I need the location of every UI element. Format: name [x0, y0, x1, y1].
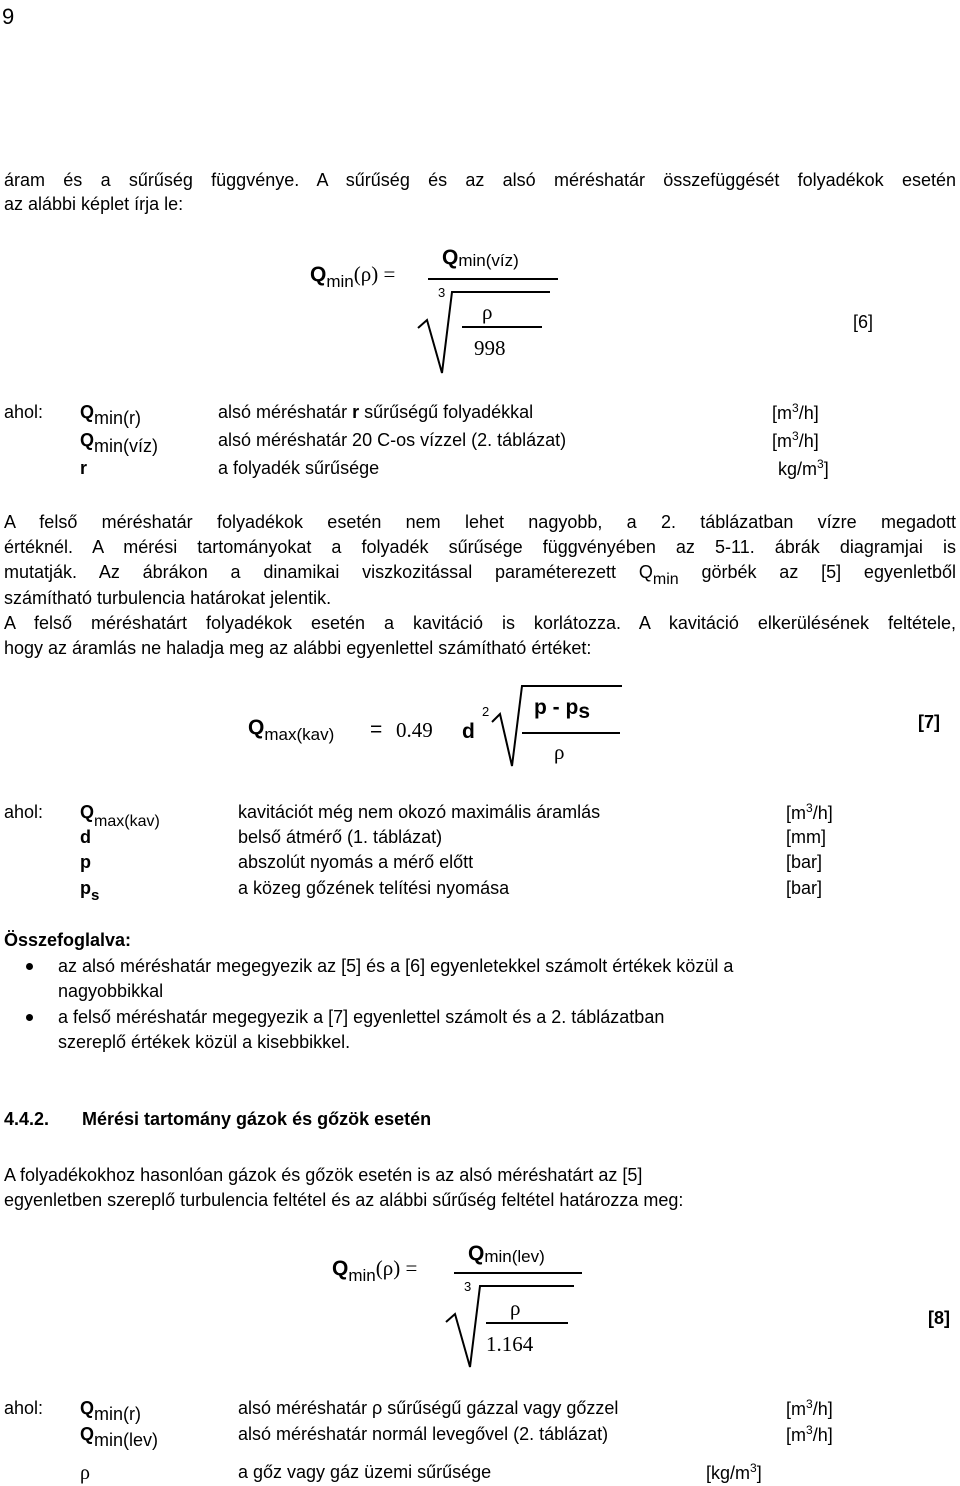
unit-text: [m: [772, 403, 792, 423]
def-description: a gőz vagy gáz üzemi sűrűsége: [238, 1462, 492, 1482]
def-description: alsó méréshatár 20 C-os vízzel (2. táblázat): [218, 430, 567, 450]
q-symbol: Q: [80, 802, 95, 822]
unit-superscript: 3: [817, 457, 824, 471]
equation-ref-8: [8]: [928, 1308, 950, 1328]
def-unit: [772, 430, 819, 452]
rho-symbol: ρ: [510, 1296, 521, 1320]
unit-text: [kg/m: [706, 1463, 751, 1483]
def-unit: [bar]: [786, 852, 823, 872]
def-unit: [772, 402, 819, 424]
def-unit: [bar]: [786, 878, 823, 898]
def-symbol: [80, 878, 100, 904]
def-description: a közeg gőzének telítési nyomása: [238, 878, 510, 898]
lhs-argument: (ρ) =: [353, 262, 396, 286]
equation-ref-7: [7]: [918, 712, 940, 732]
q-symbol: Q: [442, 246, 459, 269]
section-number: 4.4.2.: [4, 1109, 50, 1129]
def-unit: [786, 1398, 833, 1420]
paragraph-line: [4, 562, 957, 588]
def-description: [218, 402, 533, 423]
page-number: 9: [2, 4, 15, 29]
unit-text: [m: [772, 431, 792, 451]
def-unit: [706, 1462, 762, 1484]
q-subscript: min: [326, 272, 354, 291]
inner-fraction-bar: [462, 326, 542, 328]
fraction-bar: [522, 732, 620, 734]
def-symbol: r: [80, 458, 88, 478]
q-subscript: min(r): [94, 408, 142, 428]
unit-superscript: 3: [806, 1423, 813, 1437]
q-subscript: min(lev): [484, 1247, 545, 1266]
bullet-icon: [26, 1014, 33, 1021]
unit-text: [m: [786, 1399, 806, 1419]
unit-text: ]: [756, 1463, 762, 1483]
p-subscript: s: [91, 887, 100, 904]
def-symbol: [80, 802, 160, 830]
desc-text: alsó méréshatár: [218, 402, 353, 422]
unit-text: [m: [786, 1425, 806, 1445]
q-subscript: min(víz): [94, 436, 159, 456]
q-subscript: min(r): [94, 1404, 142, 1424]
def-symbol: d: [80, 827, 91, 847]
unit-text: /h]: [798, 403, 819, 423]
denominator-998: 998: [474, 336, 506, 360]
formula-6-lhs: [310, 262, 396, 291]
def-symbol: [80, 1398, 142, 1424]
formula-8-numerator: [468, 1242, 545, 1266]
formula-6-numerator: [442, 246, 519, 270]
q-symbol: Q: [80, 430, 95, 450]
def-unit: [786, 802, 833, 824]
summary-heading: Összefoglalva:: [4, 930, 132, 950]
desc-bold: r: [352, 402, 360, 422]
unit-text: /h]: [798, 431, 819, 451]
root-index: 3: [438, 285, 446, 300]
rho-symbol: ρ: [482, 300, 493, 324]
def-description: abszolút nyomás a mérő előtt: [238, 852, 474, 872]
unit-text: ]: [823, 459, 829, 479]
section-paragraph-line: egyenletben szereplő turbulencia feltétel és az alábbi sűrűség feltétel határozza meg:: [4, 1190, 684, 1210]
unit-superscript: 3: [806, 1397, 813, 1411]
unit-superscript: 3: [792, 401, 799, 415]
fraction-bar: [428, 278, 558, 280]
p-subscript: s: [578, 700, 591, 723]
lhs-argument: (ρ) =: [375, 1256, 418, 1280]
root-index: 3: [464, 1279, 472, 1294]
paragraph-line: A felső méréshatárt folyadékok esetén a kavitáció is korlátozza. A kavitáció elkerülésének feltétele,: [4, 613, 956, 633]
equation-ref-6: [6]: [853, 312, 874, 332]
d-symbol: d: [462, 720, 475, 743]
denominator-1164: 1.164: [486, 1332, 534, 1356]
bullet-icon: [26, 963, 33, 970]
intro-line-1: áram és a sűrűség függvénye. A sűrűség és az alsó méréshatár összefüggését folyadékok esetén: [4, 170, 956, 190]
unit-superscript: 3: [792, 429, 799, 443]
formula-8-lhs: [332, 1256, 418, 1285]
bullet-line: szereplő értékek közül a kisebbikkel.: [58, 1032, 351, 1052]
def-symbol: [80, 402, 142, 428]
def-symbol: ρ: [80, 1462, 90, 1484]
q-subscript: min: [652, 571, 679, 588]
q-subscript: max(kav): [94, 813, 160, 830]
unit-superscript: 3: [806, 801, 813, 815]
ahol-label: ahol:: [4, 802, 44, 822]
formula-7-lhs: [248, 716, 335, 744]
def-description: belső átmérő (1. táblázat): [238, 827, 443, 847]
q-subscript: min(lev): [94, 1430, 159, 1450]
ahol-label: ahol:: [4, 402, 44, 422]
paragraph-line: értéknél. A mérési tartományokat a folyadék sűrűsége függvényében az 5-11. ábrák diagramjai is: [4, 537, 956, 557]
def-description: alsó méréshatár ρ sűrűségű gázzal vagy gőzzel: [238, 1398, 619, 1418]
def-symbol: p: [80, 852, 91, 872]
q-symbol: Q: [80, 1424, 95, 1444]
bullet-line: az alsó méréshatár megegyezik az [5] és a [6] egyenletekkel számolt értékek közül a: [58, 956, 734, 976]
unit-text: /h]: [812, 1399, 833, 1419]
intro-line-2: az alábbi képlet írja le:: [4, 194, 184, 214]
q-subscript: min: [348, 1266, 376, 1285]
root-numerator: [534, 696, 591, 723]
q-symbol: Q: [310, 263, 327, 286]
def-symbol: [80, 430, 159, 456]
def-description: alsó méréshatár normál levegővel (2. táblázat): [238, 1424, 609, 1444]
def-unit: [778, 458, 829, 480]
q-symbol: Q: [80, 1398, 95, 1418]
desc-text: sűrűségű folyadékkal: [359, 402, 534, 422]
q-symbol: Q: [248, 716, 265, 739]
unit-superscript: 3: [750, 1461, 757, 1475]
rho-symbol: ρ: [554, 740, 565, 764]
section-title: Mérési tartomány gázok és gőzök esetén: [82, 1109, 432, 1129]
bullet-line: nagyobbikkal: [58, 981, 164, 1001]
exponent: 2: [482, 704, 490, 719]
paragraph-line: A felső méréshatár folyadékok esetén nem lehet nagyobb, a 2. táblázatban vízre megadott: [4, 512, 956, 532]
q-symbol: Q: [332, 1257, 349, 1280]
line-text: görbék az [5] egyenletből: [678, 562, 957, 582]
equals-sign: =: [370, 718, 383, 741]
pressure-diff: p - p: [534, 696, 579, 719]
unit-text: kg/m: [778, 459, 818, 479]
unit-text: [m: [786, 803, 806, 823]
fraction-bar: [454, 1272, 582, 1274]
q-subscript: max(kav): [264, 725, 335, 744]
unit-text: /h]: [812, 803, 833, 823]
unit-text: /h]: [812, 1425, 833, 1445]
def-unit: [786, 1424, 833, 1446]
def-description: kavitációt még nem okozó maximális áramlás: [238, 802, 601, 822]
coefficient: 0.49: [396, 718, 433, 742]
q-symbol: Q: [468, 1242, 485, 1265]
p-symbol: p: [80, 878, 91, 898]
bullet-line: a felső méréshatár megegyezik a [7] egyenlettel számolt és a 2. táblázatban: [58, 1007, 665, 1027]
def-unit: [mm]: [786, 827, 826, 847]
def-description: a folyadék sűrűsége: [218, 458, 380, 478]
inner-fraction-bar: [486, 1322, 568, 1324]
line-text: mutatják. Az ábrákon a dinamikai viszkozitással paraméterezett Q: [4, 562, 653, 582]
ahol-label: ahol:: [4, 1398, 44, 1418]
q-symbol: Q: [80, 402, 95, 422]
paragraph-line: hogy az áramlás ne haladja meg az alábbi egyenlettel számítható értéket:: [4, 638, 592, 658]
paragraph-line: számítható turbulencia határokat jelentik.: [4, 588, 332, 608]
section-paragraph-line: A folyadékokhoz hasonlóan gázok és gőzök esetén is az alsó méréshatárt az [5]: [4, 1165, 643, 1185]
q-subscript: min(víz): [458, 251, 519, 270]
def-symbol: [80, 1424, 159, 1450]
